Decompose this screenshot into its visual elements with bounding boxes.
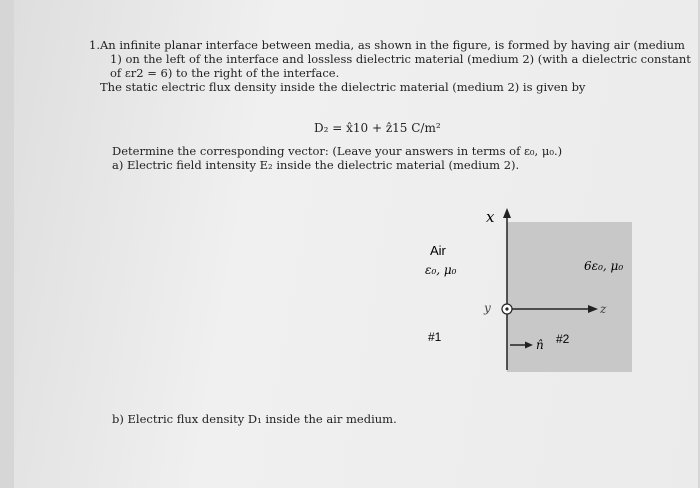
x-axis-label: x <box>486 208 495 226</box>
z-axis-label: z <box>600 302 607 316</box>
part-b-text: b) Electric flux density D₁ inside the air medium. <box>112 412 397 426</box>
x-axis-arrowhead <box>503 208 511 218</box>
medium2-params: 6ε₀, μ₀ <box>584 259 624 273</box>
question-block <box>112 144 562 172</box>
problem-line-4: The static electric flux density inside the dielectric material (medium 2) is given by <box>100 80 586 94</box>
medium1-label: Air <box>430 243 446 258</box>
problem-text <box>89 38 691 94</box>
problem-line-1: An infinite planar interface between media, as shown in the figure, is formed by having air (medium <box>100 38 685 52</box>
interface-figure <box>400 200 660 385</box>
part-a-text: a) Electric field intensity E₂ inside the dielectric material (medium 2). <box>112 158 520 172</box>
problem-number: 1. <box>89 38 100 52</box>
problem-line-3: of εr2 = 6) to the right of the interface. <box>110 66 340 80</box>
y-axis-label: y <box>484 301 491 315</box>
flux-density-equation: D₂ = x̂10 + ẑ15 C/m² <box>314 121 441 135</box>
problem-line-2: 1) on the left of the interface and lossless dielectric material (medium 2) (with a dielectric constant <box>110 52 691 66</box>
y-axis-dot-icon <box>505 307 508 310</box>
medium1-number: #1 <box>428 330 442 344</box>
determine-text: Determine the corresponding vector: (Leave your answers in terms of ε₀, μ₀.) <box>112 144 563 158</box>
normal-label: n̂ <box>536 338 544 352</box>
medium1-params: ε₀, μ₀ <box>425 263 457 277</box>
medium2-number: #2 <box>556 332 570 346</box>
medium2-region <box>507 222 632 372</box>
